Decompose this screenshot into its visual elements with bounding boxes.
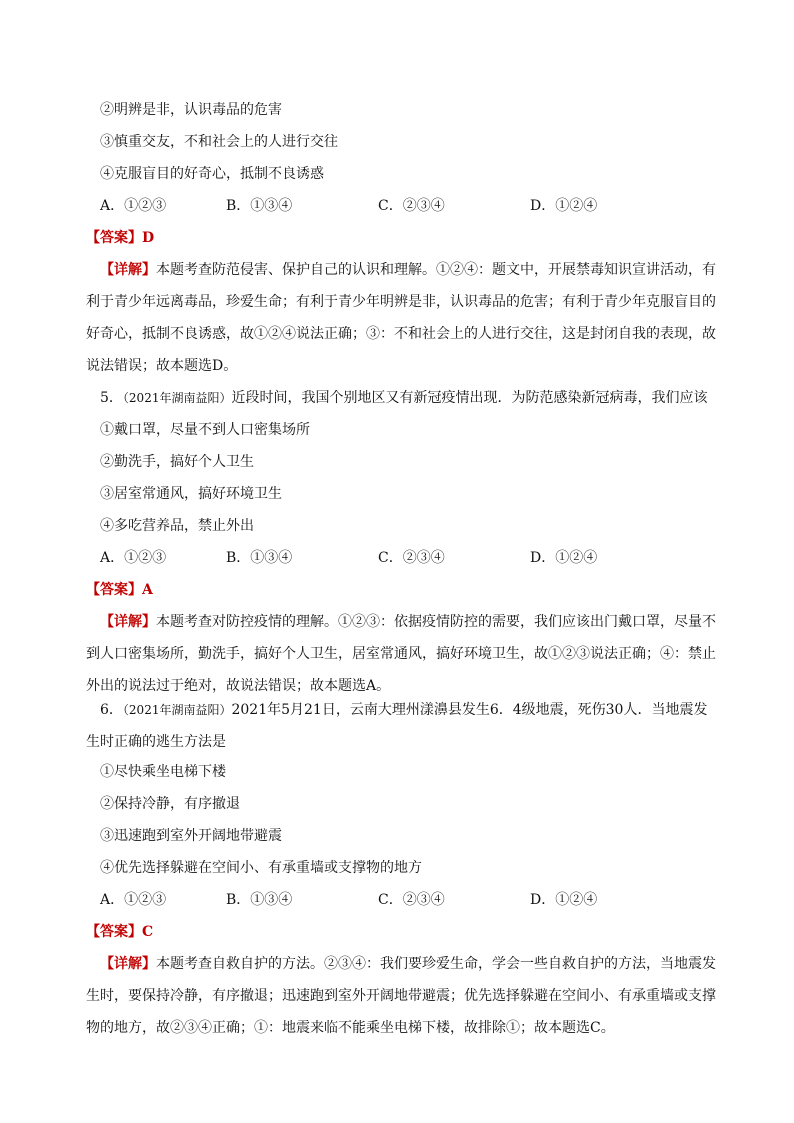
answer-value: C <box>142 924 154 940</box>
option-d: D．①②④ <box>530 892 598 908</box>
detail-label: 【详解】 <box>100 614 156 630</box>
option-d: D．①②④ <box>530 550 598 566</box>
question-number: 6． <box>100 702 123 718</box>
detail-text: 本题考查对防控疫情的理解。①②③：依据疫情防控的需要，我们应该出门戴口罩，尽量不到人口密集场所，勤洗手，搞好个人卫生，居室常通风，搞好环境卫生，故①②③说法正确；④：禁止外出的说法过于绝对，故说法错误；故本题选A。 <box>86 614 716 694</box>
q6-choice-1: ①尽快乘坐电梯下楼 <box>100 764 226 780</box>
option-a: A．①②③ <box>100 892 167 908</box>
choice-2: ②明辨是非，认识毒品的危害 <box>100 102 282 118</box>
option-b: B．①③④ <box>226 892 293 908</box>
question-source: （2021年湖南益阳） <box>122 703 232 717</box>
q6-choice-3: ③迅速跑到室外开阔地带避震 <box>100 828 282 844</box>
question-source: （2021年湖南益阳） <box>122 391 232 405</box>
detail-text: 本题考查自救自护的方法。②③④：我们要珍爱生命，学会一些自救自护的方法，当地震发生时，要保持冷静，有序撤退；迅速跑到室外开阔地带避震；优先选择躲避在空间小、有承重墙或支撑物的地方，故②③④正确；①：地震来临不能乘坐电梯下楼，故排除①；故本题选C。 <box>86 956 716 1036</box>
answer-label: 【答案】 <box>86 924 142 940</box>
q5-choice-1: ①戴口罩，尽量不到人口密集场所 <box>100 422 310 438</box>
question-text: 近段时间，我国个别地区又有新冠疫情出现．为防范感染新冠病毒，我们应该 <box>231 390 708 406</box>
q5-choice-4: ④多吃营养品，禁止外出 <box>100 518 254 534</box>
option-b: B．①③④ <box>226 198 293 214</box>
answer-line <box>86 230 154 246</box>
q6-choice-2: ②保持冷静，有序撤退 <box>100 796 240 812</box>
option-a: A．①②③ <box>100 550 167 566</box>
answer-value: D <box>142 230 155 246</box>
detail-label: 【详解】 <box>100 262 156 278</box>
detail-paragraph <box>86 254 718 382</box>
q5-choice-3: ③居室常通风，搞好环境卫生 <box>100 486 282 502</box>
question-number: 5． <box>100 390 123 406</box>
q5-choice-2: ②勤洗手，搞好个人卫生 <box>100 454 254 470</box>
choice-3: ③慎重交友，不和社会上的人进行交往 <box>100 134 338 150</box>
question-6-stem <box>86 694 718 758</box>
q6-answer-line <box>86 924 153 940</box>
option-a: A．①②③ <box>100 198 167 214</box>
detail-label: 【详解】 <box>100 956 156 972</box>
q6-choice-4: ④优先选择躲避在空间小、有承重墙或支撑物的地方 <box>100 860 422 876</box>
q5-answer-line <box>86 582 153 598</box>
option-c: C．②③④ <box>378 892 445 908</box>
answer-value: A <box>142 582 153 598</box>
option-c: C．②③④ <box>378 550 445 566</box>
q5-detail-paragraph <box>86 606 718 702</box>
question-text: 2021年5月21日，云南大理州漾濞县发生6．4级地震，死伤30人．当地震发生时正确的逃生方法是 <box>86 702 708 750</box>
option-d: D．①②④ <box>530 198 598 214</box>
option-c: C．②③④ <box>378 198 445 214</box>
choice-4: ④克服盲目的好奇心，抵制不良诱惑 <box>100 166 324 182</box>
option-b: B．①③④ <box>226 550 293 566</box>
q6-detail-paragraph <box>86 948 718 1044</box>
question-5-stem <box>86 390 707 406</box>
answer-label: 【答案】 <box>86 230 142 246</box>
answer-label: 【答案】 <box>86 582 142 598</box>
detail-text: 本题考查防范侵害、保护自己的认识和理解。①②④：题文中，开展禁毒知识宣讲活动，有利于青少年远离毒品，珍爱生命；有利于青少年明辨是非，认识毒品的危害；有利于青少年克服盲目的好奇心，抵制不良诱惑，故①②④说法正确；③：不和社会上的人进行交往，这是封闭自我的表现，故说法错误；故本题选D。 <box>86 262 716 374</box>
